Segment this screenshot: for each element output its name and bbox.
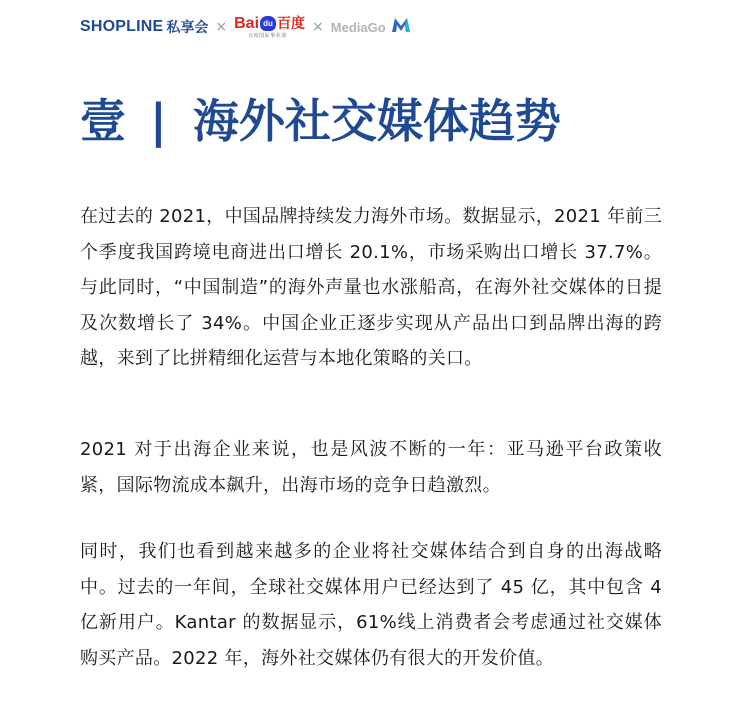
section-title [80,94,561,148]
partner-logo-bar [80,12,411,42]
mediago-m-icon [391,17,411,37]
shopline-logo: SHOPLINE [80,18,164,35]
body-paragraph: 在过去的 2021，中国品牌持续发力海外市场。数据显示，2021 年前三个季度我国跨境电商进出口增长 20.1%，市场采购出口增长 37.7%。与此同时，“中国制造”的海外声量也水涨船高，在海外社交媒体的日提及次数增长了 34%。中国企业正逐步实现从产品出口到品牌出海的跨越，来到了比拼精细化运营与本地化策略的关口。 [80,206,662,369]
logo-separator: × [215,19,228,35]
baidu-logo [234,16,305,39]
mediago-logo: MediaGo [330,19,386,35]
body-paragraph: 同时，我们也看到越来越多的企业将社交媒体结合到自身的出海战略中。过去的一年间，全球社交媒体用户已经达到了 45 亿，其中包含 4 亿新用户。Kantar 的数据显示，61%线上消费者会考虑通过社交媒体购买产品。2022 年，海外社交媒体仍有很大的开发价值。 [80,541,662,669]
section-number: 壹 [80,94,126,148]
baidu-logo-bai: Bai [234,14,260,32]
baidu-paw-icon [260,16,276,31]
baidu-logo-du: du [263,18,273,28]
logo-separator: × [312,19,324,35]
section-title-text: 海外社交媒体趋势 [192,94,561,148]
title-divider: | [150,94,167,148]
baidu-logo-chinese: 百度 [277,15,306,32]
shopline-logo-subtitle: 私享会 [166,20,209,36]
body-paragraph: 2021 对于出海企业来说，也是风波不断的一年：亚马逊平台政策收紧，国际物流成本飙升，出海市场的竞争日趋激烈。 [80,439,662,496]
baidu-logo-subtitle: 百度国际事业部 [248,32,287,39]
